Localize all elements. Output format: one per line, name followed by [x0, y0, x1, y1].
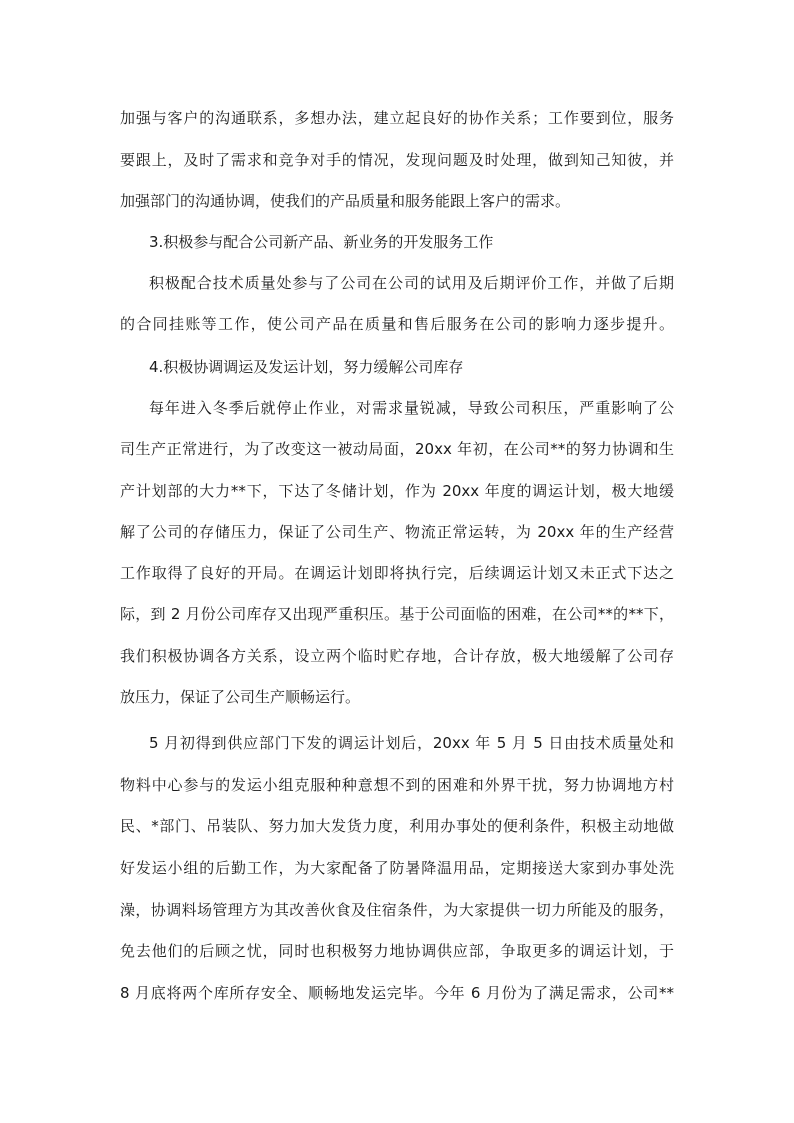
- body-text-line: 司生产正常进行，为了改变这一被动局面，20xx 年初，在公司**的努力协调和生: [120, 440, 674, 458]
- section-heading-4: 4.积极协调调运及发运计划，努力缓解公司库存: [149, 358, 464, 376]
- body-text-line: 每年进入冬季后就停止作业，对需求量锐减，导致公司积压，严重影响了公: [149, 399, 674, 417]
- section-heading-3: 3.积极参与配合公司新产品、新业务的开发服务工作: [149, 233, 494, 251]
- body-text-line: 8 月底将两个库所存安全、顺畅地发运完毕。今年 6 月份为了满足需求，公司**: [120, 984, 674, 1002]
- body-text-line: 产计划部的大力**下，下达了冬储计划，作为 20xx 年度的调运计划，极大地缓: [120, 482, 674, 500]
- body-text-line: 加强与客户的沟通联系，多想办法，建立起良好的协作关系；工作要到位，服务: [120, 109, 674, 127]
- body-text-line: 积极配合技术质量处参与了公司在公司的试用及后期评价工作，并做了后期: [149, 274, 674, 292]
- body-text-line: 放压力，保证了公司生产顺畅运行。: [120, 688, 361, 706]
- body-text-line: 工作取得了良好的开局。在调运计划即将执行完，后续调运计划又未正式下达之: [120, 564, 674, 582]
- body-text-line: 好发运小组的后勤工作，为大家配备了防暑降温用品，定期接送大家到办事处洗: [120, 859, 674, 877]
- body-text-line: 我们积极协调各方关系，设立两个临时贮存地，合计存放，极大地缓解了公司存: [120, 647, 674, 665]
- body-text-line: 民、*部门、吊装队、努力加大发货力度，利用办事处的便利条件，积极主动地做: [120, 817, 674, 835]
- body-text-line: 澡，协调料场管理方为其改善伙食及住宿条件，为大家提供一切力所能及的服务，: [120, 901, 674, 919]
- body-text-line: 的合同挂账等工作，使公司产品在质量和售后服务在公司的影响力逐步提升。: [120, 315, 674, 333]
- body-text-line: 免去他们的后顾之忧，同时也积极努力地协调供应部，争取更多的调运计划，于: [120, 942, 674, 960]
- body-text-line: 5 月初得到供应部门下发的调运计划后，20xx 年 5 月 5 日由技术质量处和: [149, 734, 674, 752]
- body-text-line: 解了公司的存储压力，保证了公司生产、物流正常运转，为 20xx 年的生产经营: [120, 523, 674, 541]
- body-text-line: 际，到 2 月份公司库存又出现严重积压。基于公司面临的困难，在公司**的**下，: [120, 605, 674, 623]
- body-text-line: 要跟上，及时了需求和竞争对手的情况，发现问题及时处理，做到知己知彼，并: [120, 151, 674, 169]
- body-text-line: 加强部门的沟通协调，使我们的产品质量和服务能跟上客户的需求。: [120, 192, 571, 210]
- body-text-line: 物料中心参与的发运小组克服种种意想不到的困难和外界干扰，努力协调地方村: [120, 776, 674, 794]
